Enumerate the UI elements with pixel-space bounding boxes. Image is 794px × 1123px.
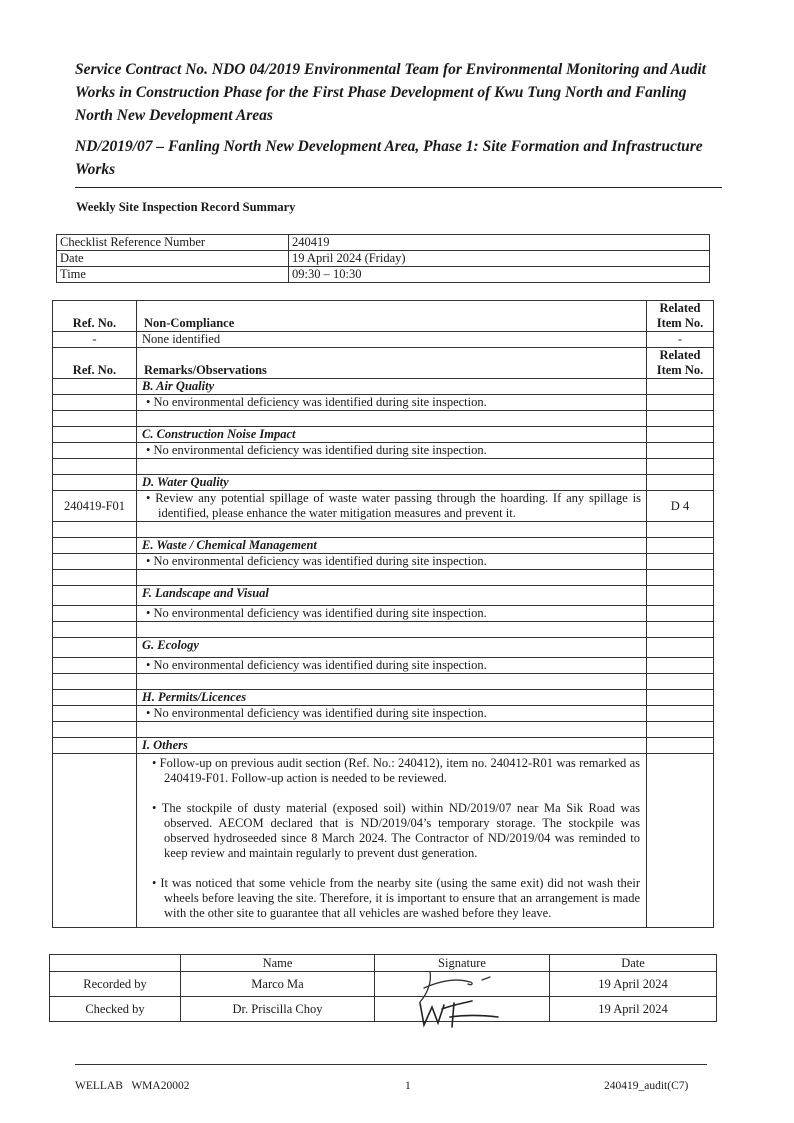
- observation-text: • No environmental deficiency was identified during site inspection.: [137, 395, 647, 411]
- observation-text: • No environmental deficiency was identified during site inspection.: [137, 443, 647, 459]
- sign-date: 19 April 2024: [550, 972, 717, 997]
- col-ref-no: Ref. No.: [53, 348, 137, 379]
- signer-name: Dr. Priscilla Choy: [181, 997, 375, 1022]
- observation-text: • Review any potential spillage of waste water passing through the hoarding. If any spillage is identified, please enhance the water mitigation measures and prevent it.: [137, 491, 647, 522]
- spacer-row: [53, 622, 714, 638]
- spacer-row: [53, 570, 714, 586]
- observation-text: • The stockpile of dusty material (exposed soil) within ND/2019/07 near Ma Sik Road was observed. AECOM declared that is ND/2019/04’s temporary storage. The stockpile was observed hydroseeded since 8 March 2024. The Contractor of ND/2019/04 was reminded to keep review and maintain regularly to prevent dust generation.: [152, 801, 640, 860]
- col-related-item: Related Item No.: [647, 348, 714, 379]
- page-number: 1: [405, 1080, 411, 1092]
- role-label: Recorded by: [50, 972, 181, 997]
- spacer-row: [53, 411, 714, 427]
- document-header: [75, 58, 725, 181]
- section-row: [53, 690, 714, 706]
- ref-cell: 240419-F01: [53, 491, 137, 522]
- signoff-table: [49, 954, 717, 1022]
- inspection-table: [52, 300, 714, 928]
- section-title-air: B. Air Quality: [137, 379, 647, 395]
- ref-cell: -: [53, 332, 137, 348]
- desc-cell: None identified: [137, 332, 647, 348]
- footer-company: WELLAB WMA20002: [75, 1080, 190, 1092]
- observation-row: [53, 658, 714, 674]
- col-date: Date: [550, 955, 717, 972]
- section-title-permits: H. Permits/Licences: [137, 690, 647, 706]
- footer-doc-ref: 240419_audit(C7): [604, 1080, 689, 1092]
- observation-text: • No environmental deficiency was identified during site inspection.: [137, 606, 647, 622]
- section-row: [53, 586, 714, 606]
- signoff-row-recorded: [50, 972, 717, 997]
- section-title-landscape: F. Landscape and Visual: [137, 586, 647, 606]
- header-divider: [75, 187, 722, 188]
- info-label: Checklist Reference Number: [57, 235, 289, 251]
- observation-text: • It was noticed that some vehicle from the nearby site (using the same exit) did not wash their wheels before leaving the site. Therefore, it is important to ensure that an arrangement is made with the other site to guarantee that all vehicles are washed before they leave.: [152, 876, 640, 920]
- signoff-row-checked: [50, 997, 717, 1022]
- contract-title: Service Contract No. NDO 04/2019 Environmental Team for Environmental Monitoring and Audit Works in Construction Phase for the First Phase Development of Kwu Tung North and Fanling North New Development Areas: [75, 61, 706, 124]
- project-subtitle: ND/2019/07 – Fanling North New Development Area, Phase 1: Site Formation and Infrastructure Works: [75, 138, 703, 178]
- section-title-water: D. Water Quality: [137, 475, 647, 491]
- observation-text: • No environmental deficiency was identified during site inspection.: [137, 554, 647, 570]
- info-label: Time: [57, 267, 289, 283]
- checklist-info-table: [56, 234, 710, 283]
- spacer-row: [53, 674, 714, 690]
- observation-text: • No environmental deficiency was identified during site inspection.: [137, 658, 647, 674]
- handwritten-signature: [402, 993, 522, 1029]
- observation-text: • Follow-up on previous audit section (Ref. No.: 240412), item no. 240412-R01 was remarked as 240419-F01. Follow-up action is needed to be reviewed.: [152, 756, 640, 785]
- info-value: 09:30 – 10:30: [289, 267, 710, 283]
- section-row: [53, 379, 714, 395]
- role-label: Checked by: [50, 997, 181, 1022]
- col-noncompliance: Non-Compliance: [137, 301, 647, 332]
- signature-checked: [375, 997, 550, 1022]
- section-title-ecology: G. Ecology: [137, 638, 647, 658]
- col-remarks: Remarks/Observations: [137, 348, 647, 379]
- spacer-row: [53, 459, 714, 475]
- remarks-header: [53, 348, 714, 379]
- item-cell: D 4: [647, 491, 714, 522]
- observation-row: [53, 754, 714, 928]
- others-observations: [137, 754, 647, 928]
- item-cell: -: [647, 332, 714, 348]
- info-row: [57, 235, 710, 251]
- section-title-noise: C. Construction Noise Impact: [137, 427, 647, 443]
- info-row: [57, 251, 710, 267]
- observation-row: [53, 395, 714, 411]
- footer-divider: [75, 1064, 707, 1065]
- col-ref-no: Ref. No.: [53, 301, 137, 332]
- section-row: [53, 538, 714, 554]
- signer-name: Marco Ma: [181, 972, 375, 997]
- noncompliance-header: [53, 301, 714, 332]
- observation-row: [53, 443, 714, 459]
- spacer-row: [53, 722, 714, 738]
- spacer-row: [53, 522, 714, 538]
- observation-row: [53, 554, 714, 570]
- info-value: 19 April 2024 (Friday): [289, 251, 710, 267]
- sign-date: 19 April 2024: [550, 997, 717, 1022]
- col-signature: Signature: [375, 955, 550, 972]
- section-row: [53, 475, 714, 491]
- section-title-waste: E. Waste / Chemical Management: [137, 538, 647, 554]
- col-name: Name: [181, 955, 375, 972]
- observation-row: [53, 491, 714, 522]
- section-title-others: I. Others: [137, 738, 647, 754]
- section-row: [53, 638, 714, 658]
- signoff-header: [50, 955, 717, 972]
- info-value: 240419: [289, 235, 710, 251]
- observation-row: [53, 706, 714, 722]
- info-label: Date: [57, 251, 289, 267]
- observation-text: • No environmental deficiency was identified during site inspection.: [137, 706, 647, 722]
- section-row: [53, 427, 714, 443]
- section-row: [53, 738, 714, 754]
- noncompliance-row: [53, 332, 714, 348]
- col-related-item: Related Item No.: [647, 301, 714, 332]
- observation-row: [53, 606, 714, 622]
- record-title: Weekly Site Inspection Record Summary: [76, 200, 296, 214]
- info-row: [57, 267, 710, 283]
